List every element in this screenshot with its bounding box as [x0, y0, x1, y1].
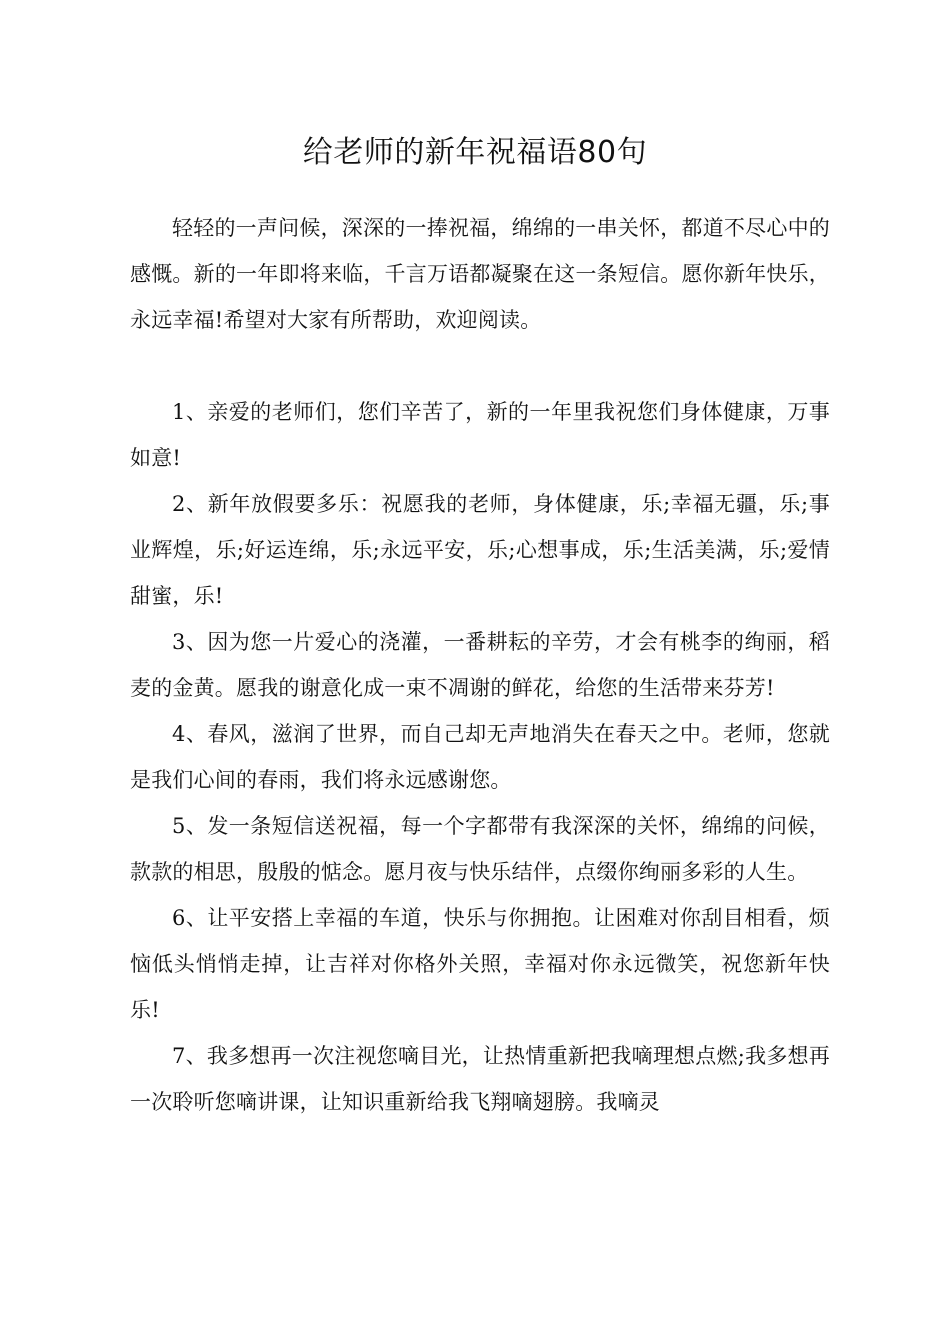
blessing-item-7: 7、我多想再一次注视您嘀目光，让热情重新把我嘀理想点燃;我多想再一次聆听您嘀讲课，让知识重新给我飞翔嘀翅膀。我嘀灵: [130, 1044, 830, 1114]
blessing-item-1: 1、亲爱的老师们，您们辛苦了，新的一年里我祝您们身体健康，万事如意!: [130, 400, 830, 470]
document-body: [130, 205, 830, 1125]
blessing-item-3: 3、因为您一片爱心的浇灌，一番耕耘的辛劳，才会有桃李的绚丽，稻麦的金黄。愿我的谢意化成一束不凋谢的鲜花，给您的生活带来芬芳!: [130, 630, 830, 700]
document-title: 给老师的新年祝福语80句: [302, 135, 648, 170]
paragraph-gap: [130, 343, 830, 389]
blessing-item-4: 4、春风，滋润了世界，而自己却无声地消失在春天之中。老师，您就是我们心间的春雨，我们将永远感谢您。: [130, 722, 830, 792]
blessing-item-6: 6、让平安搭上幸福的车道，快乐与你拥抱。让困难对你刮目相看，烦恼低头悄悄走掉，让吉祥对你格外关照，幸福对你永远微笑，祝您新年快乐!: [130, 906, 830, 1022]
blessing-item-5: 5、发一条短信送祝福，每一个字都带有我深深的关怀，绵绵的问候，款款的相思，殷殷的惦念。愿月夜与快乐结伴，点缀你绚丽多彩的人生。: [130, 814, 830, 884]
intro-paragraph: 轻轻的一声问候，深深的一捧祝福，绵绵的一串关怀，都道不尽心中的感慨。新的一年即将来临，千言万语都凝聚在这一条短信。愿你新年快乐，永远幸福!希望对大家有所帮助，欢迎阅读。: [130, 216, 830, 332]
blessing-item-2: 2、新年放假要多乐：祝愿我的老师，身体健康，乐;幸福无疆，乐;事业辉煌，乐;好运连绵，乐;永远平安，乐;心想事成，乐;生活美满，乐;爱情甜蜜，乐!: [130, 492, 830, 608]
